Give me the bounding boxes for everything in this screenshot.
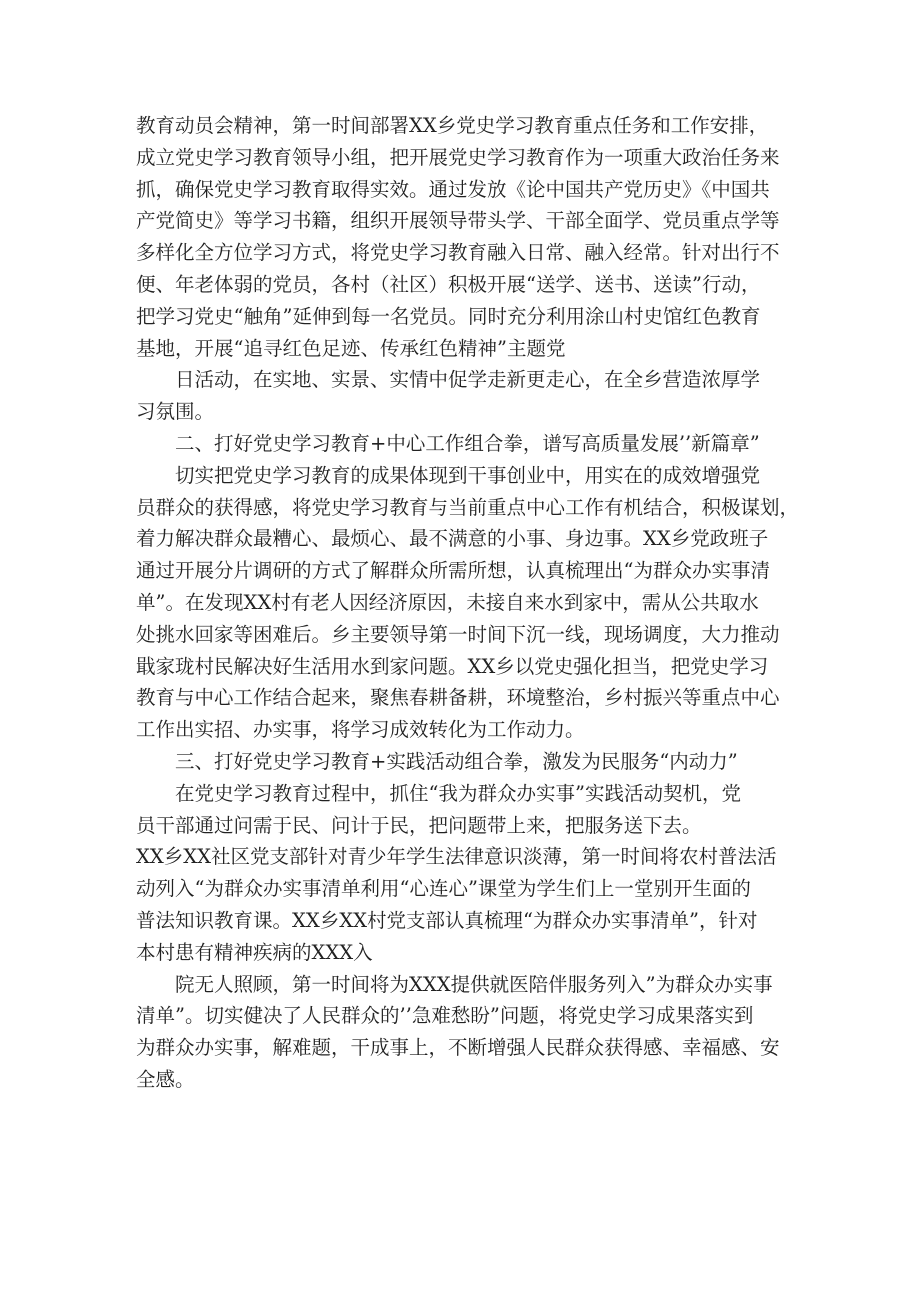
section-heading-3 [136, 746, 796, 778]
text-line: 清单”。切实健决了人民群众的’’急难愁盼”问题，将党史学习成果落实到 [136, 1004, 754, 1028]
paragraph-continuation [136, 364, 796, 428]
text-line: 基地，开展“追寻红色足迹、传承红色精神”主题党 [136, 336, 566, 360]
paragraph-closing [136, 969, 796, 1096]
section-heading-2 [136, 428, 796, 460]
paragraph-intro [136, 110, 796, 364]
text-line: 日活动，在实地、实景、实情中促学走新更走心，在全乡营造浓厚学 [175, 368, 761, 392]
text-line: 抓，确保党史学习教育取得实效。通过发放《论中国共产党历史》《中国共 [136, 177, 770, 201]
text-line: 多样化全方位学习方式，将党史学习教育融入日常、融入经常。针对出行不 [136, 241, 780, 265]
paragraph-section-3 [136, 778, 796, 842]
text-line: 院无人照顾，第一时间将为XXX提供就医陪伴服务列入”为群众办实事 [175, 972, 773, 996]
text-line: 成立党史学习教育领导小组，把开展党史学习教育作为一项重大政治任务来 [136, 145, 780, 169]
document-body [136, 110, 800, 1096]
text-line: 戢家珑村民解决好生活用水到家问题。XX乡以党史强化担当，把党史学习 [136, 654, 769, 678]
text-line: 把学习党史“触角”延伸到每一名党员。同时充分利用涂山村史馆红色教育 [136, 304, 761, 328]
text-line: 产党简史》等学习书籍，组织开展领导带头学、干部全面学、党员重点学等 [136, 209, 780, 233]
paragraph-community [136, 841, 796, 968]
paragraph-section-2 [136, 460, 800, 746]
text-line: XX乡XX社区党支部针对青少年学生法律意识淡薄，第一时间将农村普法活 [136, 845, 777, 869]
text-line: 习氛围。 [136, 400, 215, 424]
text-line: 在党史学习教育过程中，抓住“我为群众办实事”实践活动契机，党 [175, 781, 741, 805]
text-line: 着力解决群众最糟心、最烦心、最不满意的小事、身边事。XX乡党政班子 [136, 527, 769, 551]
text-line: 动列入“为群众办实事清单利用“心连心”课堂为学生们上一堂别开生面的 [136, 877, 751, 901]
text-line: 便、年老体弱的党员，各村（社区）积极开展“送学、送书、送读”行动， [136, 272, 761, 296]
text-line: 为群众办实事，解难题，干成事上，不断增强人民群众获得感、幸福感、安 [136, 1036, 780, 1060]
text-line: 单”。在发现XX村有老人因经济原因，未接自来水到家中，需从公共取水 [136, 590, 759, 614]
text-line: 员干部通过问需于民、问计于民，把问题带上来，把服务送下去。 [136, 813, 702, 837]
text-line: 教育与中心工作结合起来，聚焦春耕备耕，环境整治，乡村振兴等重点中心 [136, 686, 780, 710]
text-line: 切实把党史学习教育的成果体现到干事创业中，用实在的成效增强党 [175, 463, 761, 487]
text-line: 本村患有精神疾病的XXX入 [136, 940, 373, 964]
text-line: 员群众的获得感，将党史学习教育与当前重点中心工作有机结合，积极谋划， [136, 495, 800, 519]
heading-line: 三、打好党史学习教育+实践活动组合拳，激发为民服务“内动力” [175, 749, 738, 773]
text-line: 教育动员会精神，第一时间部署XX乡党史学习教育重点任务和工作安排， [136, 114, 769, 137]
text-line: 处挑水回家等困难后。乡主要领导第一时间下沉一线，现场调度，大力推动 [136, 622, 780, 646]
text-line: 通过开展分片调研的方式了解群众所需所想，认真梳理出“为群众办实事清 [136, 559, 770, 583]
text-line: 普法知识教育课。XX乡XX村党支部认真梳理“为群众办实事清单”，针对 [136, 908, 758, 932]
text-line: 全感。 [136, 1067, 195, 1091]
text-line: 工作出实招、办实事，将学习成效转化为工作动力。 [136, 718, 585, 742]
heading-line: 二、打好党史学习教育+中心工作组合拳，谱写高质量发展’’新篇章” [175, 431, 760, 455]
